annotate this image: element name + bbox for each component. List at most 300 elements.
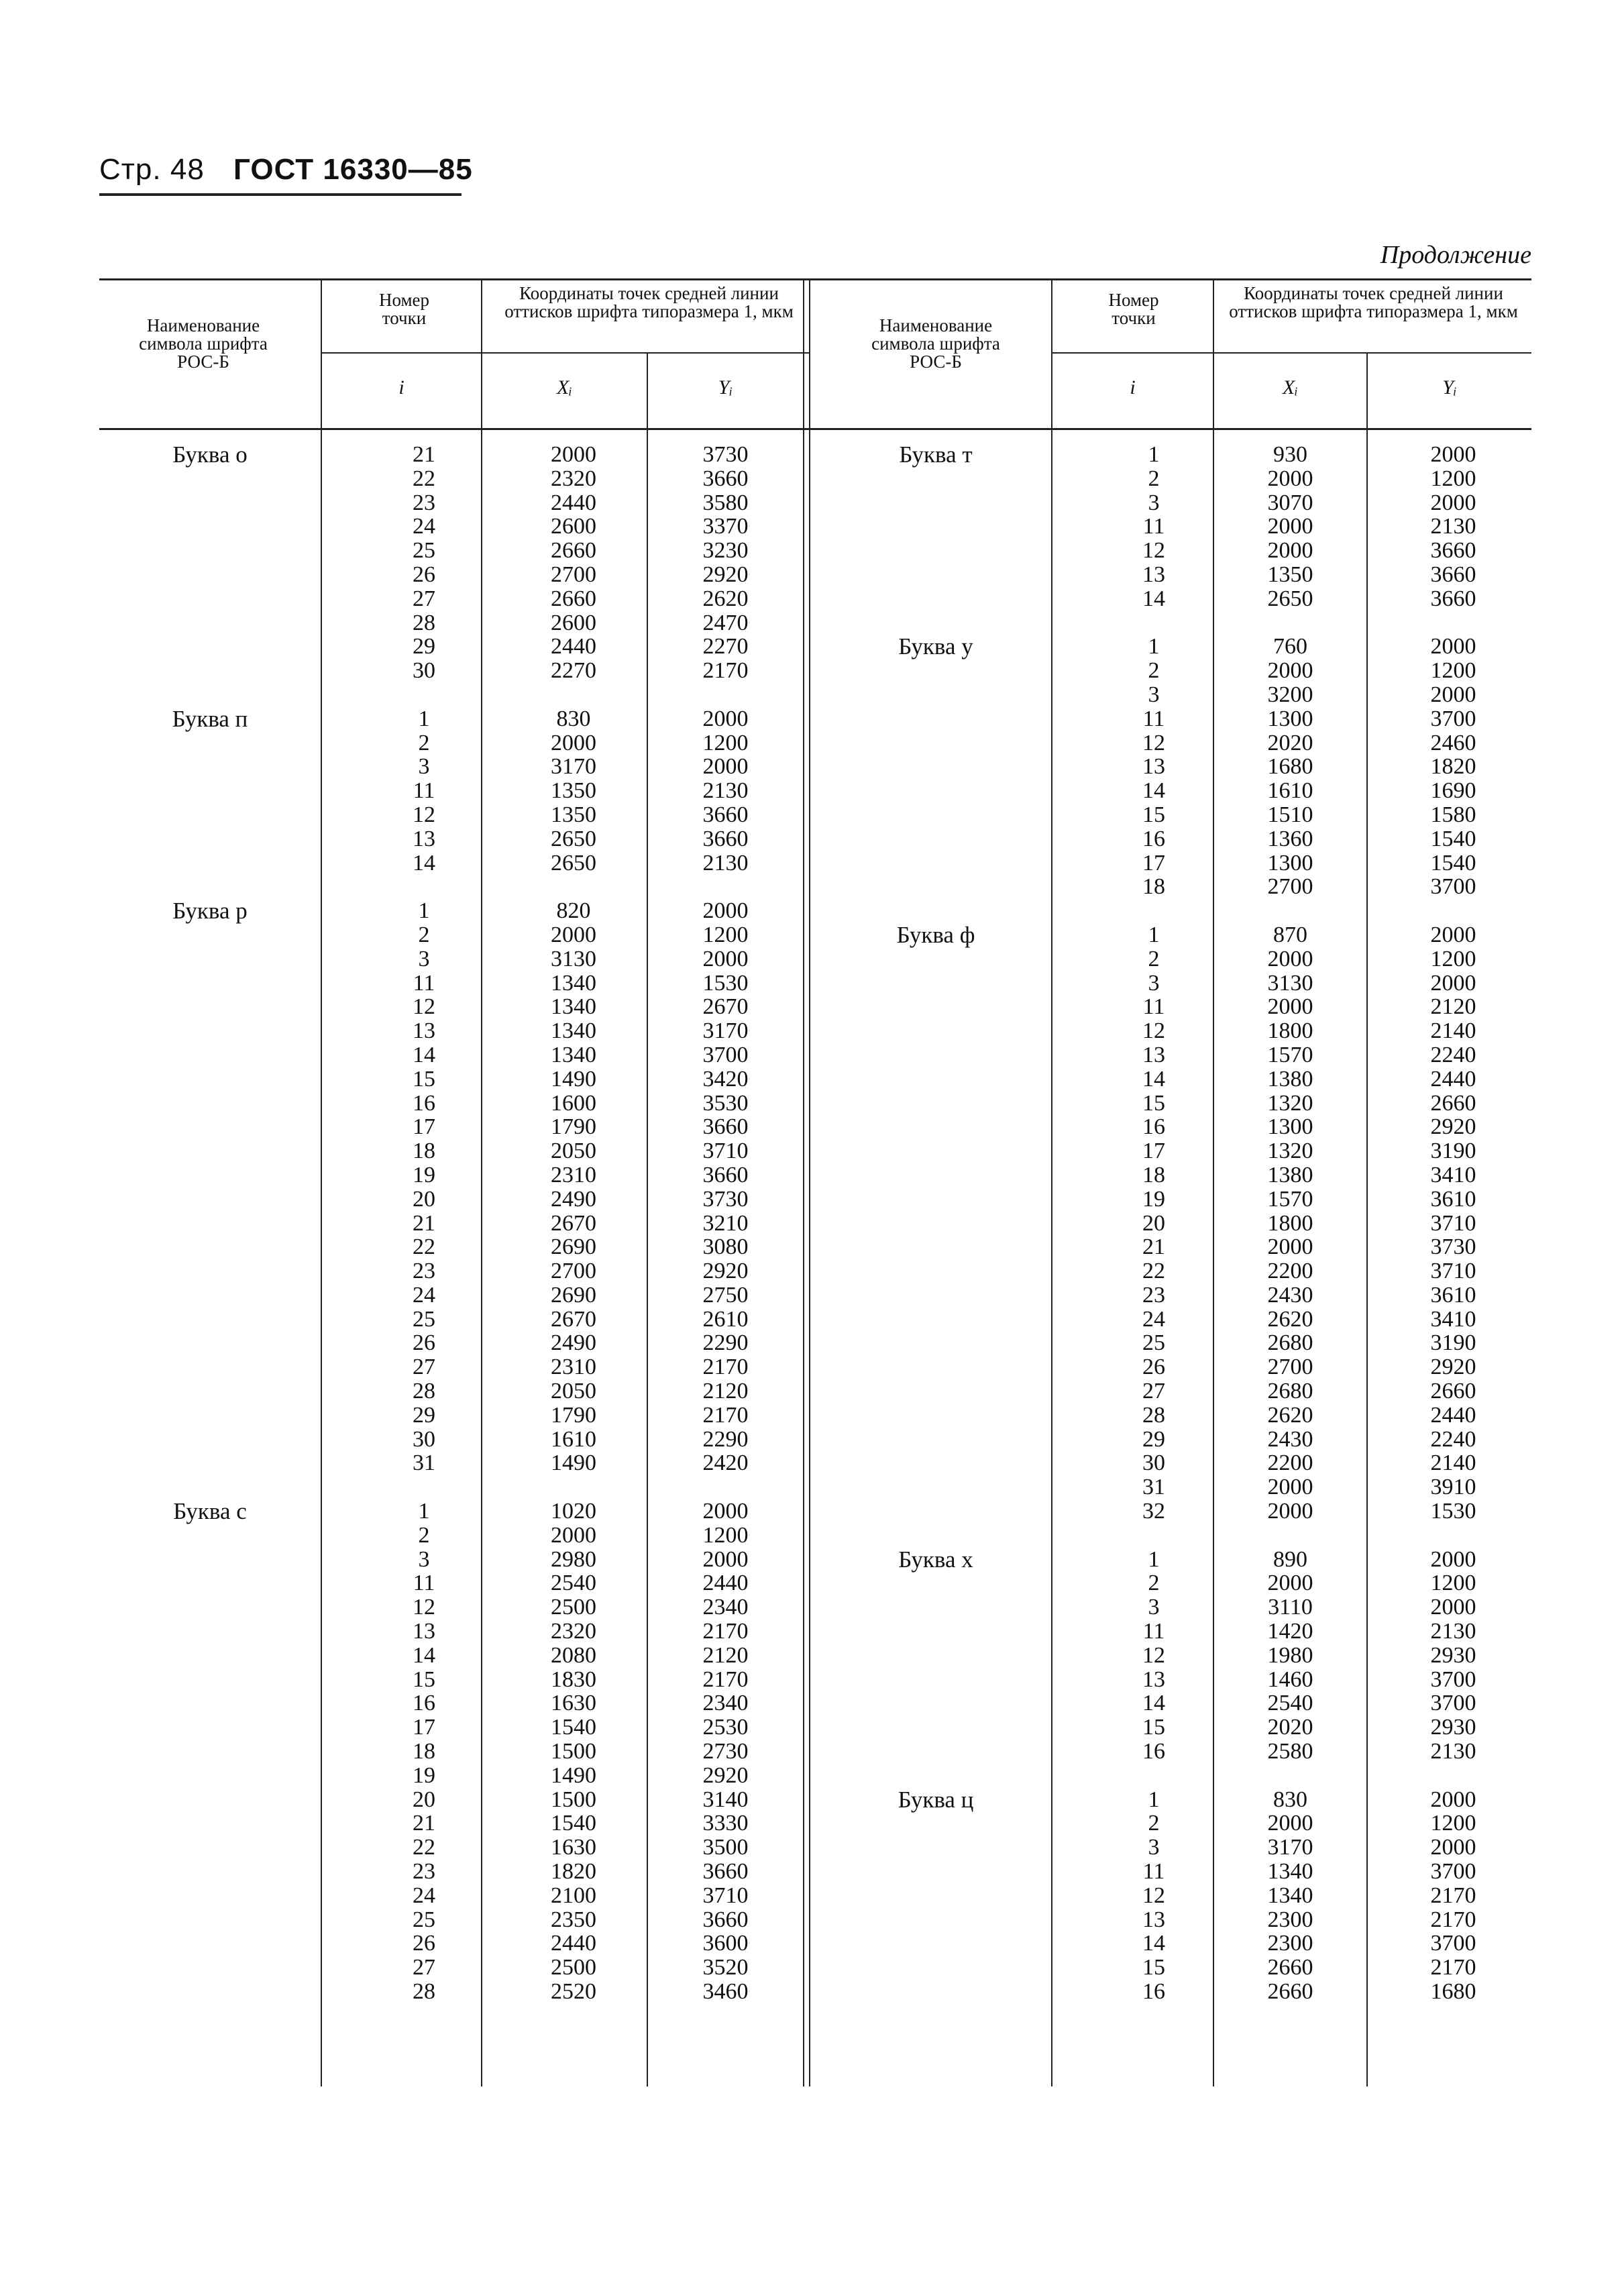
x-value-cell: 2650 xyxy=(1267,586,1313,611)
y-value-cell: 2000 xyxy=(702,1499,749,1524)
point-number-cell xyxy=(350,683,498,707)
y-value-cell: 2000 xyxy=(1430,634,1476,659)
x-value-cell: 2000 xyxy=(1267,1811,1313,1836)
x-value-cell: 930 xyxy=(1273,442,1307,467)
symbol-name: Буква т xyxy=(899,441,973,468)
y-value-cell: 3660 xyxy=(1430,586,1476,611)
y-value-cell: 2170 xyxy=(1430,1907,1476,1932)
point-number-cell: 17 xyxy=(1142,850,1165,876)
x-value-cell: 1490 xyxy=(551,1066,596,1092)
point-number-cell: 28 xyxy=(413,1379,435,1404)
x-value-cell: 1340 xyxy=(551,994,596,1020)
point-number-cell: 30 xyxy=(413,1426,435,1452)
point-number-cell: 1 xyxy=(1148,922,1160,947)
point-number-cell: 1 xyxy=(1148,1546,1160,1572)
x-value-cell: 2000 xyxy=(551,922,596,947)
point-number-cell: 18 xyxy=(1142,1162,1165,1187)
y-value-cell: 2270 xyxy=(702,634,749,659)
x-value-cell: 2430 xyxy=(1267,1426,1313,1452)
point-number-cell: 22 xyxy=(413,466,435,491)
header-i-right: i xyxy=(1130,376,1136,399)
x-value-cell: 830 xyxy=(1273,1787,1307,1812)
x-value-cell: 2000 xyxy=(1267,994,1313,1020)
y-value-cell: 1690 xyxy=(1430,778,1476,804)
y-value-cell: 3660 xyxy=(702,466,749,491)
y-value-cell: 2000 xyxy=(1430,1546,1476,1572)
point-number-cell: 16 xyxy=(1142,1114,1165,1140)
y-column-right xyxy=(1375,443,1531,2004)
x-value-cell: 2600 xyxy=(551,610,596,635)
y-value-cell: 2170 xyxy=(702,658,749,684)
x-value-cell: 2670 xyxy=(551,1210,596,1236)
y-value-cell: 3410 xyxy=(1430,1162,1476,1187)
x-value-cell: 2320 xyxy=(551,1619,596,1644)
x-value-cell: 1610 xyxy=(1267,778,1313,804)
point-number-cell: 12 xyxy=(1142,1018,1165,1044)
point-number-cell: 11 xyxy=(413,970,435,996)
y-value-cell: 2530 xyxy=(702,1715,749,1740)
header-rule xyxy=(99,193,462,196)
x-value-cell: 2000 xyxy=(1267,1234,1313,1260)
x-value-cell: 3110 xyxy=(1268,1595,1313,1620)
x-value-cell xyxy=(490,1475,657,1499)
x-value-cell: 2660 xyxy=(1267,1979,1313,2004)
y-value-cell: 3660 xyxy=(702,1162,749,1187)
vline-6 xyxy=(1051,278,1052,2086)
x-value-cell: 1830 xyxy=(551,1666,596,1692)
symbol-name: Буква ф xyxy=(896,922,975,948)
x-value-cell: 1460 xyxy=(1267,1666,1313,1692)
y-value-cell: 1200 xyxy=(1430,1811,1476,1836)
y-value-cell: 1580 xyxy=(1430,802,1476,827)
y-value-cell: 2170 xyxy=(702,1355,749,1380)
point-number-cell xyxy=(1080,611,1228,635)
y-value-cell: 2750 xyxy=(702,1282,749,1308)
point-number-cell: 14 xyxy=(1142,1691,1165,1716)
y-value-cell: 3660 xyxy=(1430,562,1476,587)
x-value-cell xyxy=(1214,899,1366,923)
header-x-right: Xᵢ xyxy=(1282,376,1299,399)
point-number-cell: 12 xyxy=(1142,1883,1165,1908)
x-value-cell: 1540 xyxy=(551,1715,596,1740)
x-value-cell: 2660 xyxy=(551,586,596,611)
header-point-left: Номер точки xyxy=(378,290,430,328)
vline-5 xyxy=(809,278,810,2086)
x-value-cell: 2200 xyxy=(1267,1259,1313,1284)
y-value-cell: 2920 xyxy=(702,1762,749,1788)
point-number-cell: 2 xyxy=(1148,946,1160,971)
x-value-cell: 2700 xyxy=(551,1259,596,1284)
point-number-cell: 29 xyxy=(1142,1426,1165,1452)
point-number-cell: 24 xyxy=(1142,1306,1165,1332)
point-number-cell: 12 xyxy=(1142,1642,1165,1668)
x-value-cell: 1380 xyxy=(1267,1066,1313,1092)
point-number-cell: 2 xyxy=(1148,658,1160,684)
y-value-cell: 2120 xyxy=(1430,994,1476,1020)
y-value-cell: 2170 xyxy=(1430,1955,1476,1980)
point-number-cell: 11 xyxy=(1142,1859,1165,1885)
point-number-cell: 16 xyxy=(1142,826,1165,851)
x-value-cell: 2700 xyxy=(1267,1355,1313,1380)
y-value-cell: 2130 xyxy=(1430,514,1476,539)
point-number-cell: 25 xyxy=(413,1306,435,1332)
y-value-cell: 3700 xyxy=(702,1042,749,1067)
x-value-cell: 2270 xyxy=(551,658,596,684)
y-value-cell: 2930 xyxy=(1430,1715,1476,1740)
x-value-cell: 1020 xyxy=(551,1499,596,1524)
x-value-cell: 2050 xyxy=(551,1138,596,1164)
x-value-cell: 2680 xyxy=(1267,1330,1313,1356)
x-value-cell: 1350 xyxy=(1267,562,1313,587)
x-value-cell xyxy=(490,683,657,707)
point-number-cell: 31 xyxy=(1142,1475,1165,1500)
header-x-left: Xᵢ xyxy=(556,376,573,399)
point-number-cell: 14 xyxy=(413,1042,435,1067)
x-value-cell: 1320 xyxy=(1267,1138,1313,1164)
y-value-cell: 3700 xyxy=(1430,706,1476,731)
point-number-cell xyxy=(1080,1524,1228,1548)
point-number-cell: 29 xyxy=(413,634,435,659)
x-value-cell: 2100 xyxy=(551,1883,596,1908)
x-value-cell: 2650 xyxy=(551,850,596,876)
point-number-cell: 15 xyxy=(1142,1715,1165,1740)
point-number-cell: 11 xyxy=(1142,514,1165,539)
x-value-cell: 2310 xyxy=(551,1355,596,1380)
point-number-cell: 20 xyxy=(413,1787,435,1812)
page-number: Стр. 48 xyxy=(99,153,205,186)
continuation-label: Продолжение xyxy=(1380,241,1531,269)
point-number-cell: 11 xyxy=(1142,994,1165,1020)
x-value-cell: 2690 xyxy=(551,1234,596,1260)
coords-subrule-right xyxy=(1214,352,1531,354)
y-value-cell: 3660 xyxy=(702,1114,749,1140)
header-point-right: Номер точки xyxy=(1108,290,1159,328)
y-value-cell: 1530 xyxy=(1430,1499,1476,1524)
x-value-cell: 2580 xyxy=(1267,1739,1313,1764)
x-value-cell: 2490 xyxy=(551,1186,596,1212)
point-number-cell: 1 xyxy=(418,706,430,731)
x-value-cell: 2490 xyxy=(551,1330,596,1356)
point-number-cell: 32 xyxy=(1142,1499,1165,1524)
point-number-cell: 15 xyxy=(1142,1090,1165,1116)
x-value-cell: 2650 xyxy=(551,826,596,851)
x-value-cell: 2680 xyxy=(1267,1379,1313,1404)
x-value-cell: 2440 xyxy=(551,634,596,659)
y-value-cell: 2420 xyxy=(702,1450,749,1476)
x-value-cell: 1500 xyxy=(551,1787,596,1812)
table-top-rule xyxy=(99,278,1531,280)
point-number-cell: 2 xyxy=(1148,466,1160,491)
point-number-cell: 15 xyxy=(413,1666,435,1692)
point-number-cell: 23 xyxy=(413,1259,435,1284)
y-value-cell: 3710 xyxy=(702,1138,749,1164)
y-value-cell: 2140 xyxy=(1430,1450,1476,1476)
y-value-cell: 2240 xyxy=(1430,1426,1476,1452)
point-number-cell: 2 xyxy=(418,1522,430,1548)
y-value-cell: 3700 xyxy=(1430,1691,1476,1716)
point-number-cell: 30 xyxy=(1142,1450,1165,1476)
point-number-cell: 2 xyxy=(418,730,430,755)
y-value-cell: 2290 xyxy=(702,1426,749,1452)
symbol-name: Буква ц xyxy=(898,1786,974,1813)
y-value-cell xyxy=(648,683,803,707)
y-value-cell: 2000 xyxy=(702,946,749,971)
point-number-cell: 20 xyxy=(413,1186,435,1212)
point-number-cell: 11 xyxy=(1142,706,1165,731)
y-value-cell: 3410 xyxy=(1430,1306,1476,1332)
page-header xyxy=(99,153,473,187)
y-value-cell: 3660 xyxy=(702,1907,749,1932)
x-value-cell: 1790 xyxy=(551,1114,596,1140)
x-value-cell: 2080 xyxy=(551,1642,596,1668)
y-value-cell: 2920 xyxy=(1430,1114,1476,1140)
point-number-cell: 25 xyxy=(1142,1330,1165,1356)
y-column-left xyxy=(648,443,803,2004)
x-value-cell: 2520 xyxy=(551,1979,596,2004)
point-number-cell xyxy=(1080,899,1228,923)
y-value-cell: 2000 xyxy=(1430,1595,1476,1620)
y-value-cell xyxy=(1375,611,1531,635)
header-coords-left: Координаты точек средней линии оттисков шрифта типоразмера 1, мкм xyxy=(504,283,794,321)
x-value-cell: 1610 xyxy=(551,1426,596,1452)
y-value-cell: 3210 xyxy=(702,1210,749,1236)
symbol-name: Буква с xyxy=(173,1498,247,1525)
x-value-cell: 1800 xyxy=(1267,1210,1313,1236)
y-value-cell: 1200 xyxy=(702,730,749,755)
point-number-cell: 14 xyxy=(1142,1066,1165,1092)
y-value-cell: 3370 xyxy=(702,514,749,539)
x-value-cell: 1350 xyxy=(551,802,596,827)
vline-8 xyxy=(1366,352,1368,2086)
point-number-cell xyxy=(350,1475,498,1499)
y-value-cell: 1200 xyxy=(702,922,749,947)
x-value-cell: 2000 xyxy=(551,1522,596,1548)
y-value-cell: 3710 xyxy=(1430,1259,1476,1284)
x-value-cell: 2310 xyxy=(551,1162,596,1187)
point-number-cell: 18 xyxy=(1142,874,1165,900)
y-value-cell: 3700 xyxy=(1430,1666,1476,1692)
x-value-cell: 1360 xyxy=(1267,826,1313,851)
point-number-cell: 19 xyxy=(413,1762,435,1788)
y-value-cell: 2620 xyxy=(702,586,749,611)
x-value-cell: 1490 xyxy=(551,1450,596,1476)
symbol-name: Буква о xyxy=(172,441,248,468)
point-number-cell: 2 xyxy=(418,922,430,947)
y-value-cell: 2920 xyxy=(1430,1355,1476,1380)
y-value-cell: 2130 xyxy=(702,778,749,804)
y-value-cell: 3660 xyxy=(702,802,749,827)
symbol-name: Буква х xyxy=(898,1546,973,1573)
x-value-cell: 2050 xyxy=(551,1379,596,1404)
x-value-cell: 2000 xyxy=(1267,466,1313,491)
x-value-cell: 1340 xyxy=(1267,1883,1313,1908)
y-value-cell: 2000 xyxy=(1430,490,1476,515)
point-number-cell: 22 xyxy=(1142,1259,1165,1284)
x-value-cell: 2440 xyxy=(551,1931,596,1956)
point-number-cell: 12 xyxy=(413,1595,435,1620)
y-value-cell: 3600 xyxy=(702,1931,749,1956)
symbol-name: Буква р xyxy=(172,898,248,924)
x-value-cell xyxy=(490,875,657,899)
x-value-cell: 2540 xyxy=(1267,1691,1313,1716)
point-number-cell: 24 xyxy=(413,1883,435,1908)
x-value-cell: 2660 xyxy=(1267,1955,1313,1980)
point-number-cell: 24 xyxy=(413,1282,435,1308)
point-number-cell: 19 xyxy=(413,1162,435,1187)
x-value-cell: 2700 xyxy=(1267,874,1313,900)
x-value-cell: 2000 xyxy=(1267,1499,1313,1524)
x-value-cell xyxy=(1214,1524,1366,1548)
point-number-cell: 31 xyxy=(413,1450,435,1476)
y-value-cell: 3580 xyxy=(702,490,749,515)
y-value-cell: 2240 xyxy=(1430,1042,1476,1067)
point-number-cell: 13 xyxy=(1142,562,1165,587)
point-number-cell: 15 xyxy=(1142,802,1165,827)
point-number-cell: 13 xyxy=(413,1018,435,1044)
point-number-cell: 11 xyxy=(413,1571,435,1596)
y-value-cell xyxy=(1375,1524,1531,1548)
x-value-cell: 1420 xyxy=(1267,1619,1313,1644)
vline-1 xyxy=(321,278,322,2086)
x-value-cell: 2670 xyxy=(551,1306,596,1332)
point-number-cell: 2 xyxy=(1148,1811,1160,1836)
x-value-cell xyxy=(1214,1764,1366,1788)
x-value-cell: 1980 xyxy=(1267,1642,1313,1668)
x-value-cell: 2020 xyxy=(1267,730,1313,755)
x-value-cell: 1340 xyxy=(1267,1859,1313,1885)
x-value-cell: 1350 xyxy=(551,778,596,804)
x-value-cell: 2300 xyxy=(1267,1907,1313,1932)
x-value-cell: 2000 xyxy=(551,442,596,467)
point-number-cell: 27 xyxy=(1142,1379,1165,1404)
y-value-cell: 2000 xyxy=(1430,970,1476,996)
point-number-cell: 23 xyxy=(413,1859,435,1885)
point-number-cell: 21 xyxy=(413,1811,435,1836)
x-value-cell: 2600 xyxy=(551,514,596,539)
x-value-cell: 830 xyxy=(556,706,591,731)
x-value-cell: 3130 xyxy=(1267,970,1313,996)
point-number-cell: 1 xyxy=(418,898,430,924)
x-value-cell: 2000 xyxy=(1267,1571,1313,1596)
y-value-cell: 3170 xyxy=(702,1018,749,1044)
y-value-cell: 2440 xyxy=(702,1571,749,1596)
point-number-cell xyxy=(350,875,498,899)
x-value-cell: 2320 xyxy=(551,466,596,491)
point-number-cell: 13 xyxy=(1142,1907,1165,1932)
y-value-cell: 2460 xyxy=(1430,730,1476,755)
x-value-cell: 3170 xyxy=(1267,1835,1313,1860)
y-value-cell: 3660 xyxy=(702,826,749,851)
y-value-cell: 2290 xyxy=(702,1330,749,1356)
point-column-right xyxy=(1080,443,1228,2004)
point-number-cell xyxy=(1080,1764,1228,1788)
y-value-cell: 1820 xyxy=(1430,754,1476,780)
x-value-cell: 2200 xyxy=(1267,1450,1313,1476)
x-value-cell: 1340 xyxy=(551,1018,596,1044)
point-number-cell: 17 xyxy=(413,1715,435,1740)
y-value-cell: 1200 xyxy=(1430,466,1476,491)
point-subrule-right xyxy=(1051,352,1214,354)
y-value-cell: 2470 xyxy=(702,610,749,635)
y-value-cell: 3230 xyxy=(702,538,749,564)
x-value-cell: 1570 xyxy=(1267,1042,1313,1067)
y-value-cell: 2170 xyxy=(702,1619,749,1644)
x-value-cell: 2700 xyxy=(551,562,596,587)
y-value-cell: 3610 xyxy=(1430,1186,1476,1212)
y-value-cell xyxy=(648,875,803,899)
x-value-cell: 2000 xyxy=(1267,658,1313,684)
point-number-cell: 26 xyxy=(1142,1355,1165,1380)
point-number-cell: 17 xyxy=(1142,1138,1165,1164)
y-value-cell: 2130 xyxy=(1430,1619,1476,1644)
y-value-cell: 1540 xyxy=(1430,826,1476,851)
y-value-cell: 2000 xyxy=(1430,922,1476,947)
point-number-cell: 28 xyxy=(413,610,435,635)
symbol-name: Буква п xyxy=(172,705,248,732)
point-number-cell: 28 xyxy=(413,1979,435,2004)
header-y-left: Yᵢ xyxy=(718,376,733,399)
y-value-cell: 3190 xyxy=(1430,1138,1476,1164)
y-value-cell: 2920 xyxy=(702,1259,749,1284)
y-value-cell: 2170 xyxy=(702,1402,749,1428)
point-number-cell: 1 xyxy=(418,1499,430,1524)
y-value-cell xyxy=(1375,1764,1531,1788)
x-value-cell: 2000 xyxy=(1267,514,1313,539)
header-i-left: i xyxy=(398,376,404,399)
y-value-cell: 3660 xyxy=(1430,538,1476,564)
x-value-cell: 1680 xyxy=(1267,754,1313,780)
y-value-cell: 2610 xyxy=(702,1306,749,1332)
y-value-cell: 2660 xyxy=(1430,1090,1476,1116)
point-number-cell: 3 xyxy=(1148,1835,1160,1860)
x-value-cell: 1570 xyxy=(1267,1186,1313,1212)
x-value-cell: 2000 xyxy=(1267,946,1313,971)
y-value-cell: 3700 xyxy=(1430,1931,1476,1956)
y-value-cell: 1200 xyxy=(1430,658,1476,684)
x-value-cell: 1630 xyxy=(551,1691,596,1716)
x-value-cell: 1600 xyxy=(551,1090,596,1116)
x-value-cell: 2300 xyxy=(1267,1931,1313,1956)
point-number-cell: 27 xyxy=(413,586,435,611)
y-value-cell xyxy=(1375,899,1531,923)
y-value-cell: 2130 xyxy=(702,850,749,876)
x-value-cell: 2660 xyxy=(551,538,596,564)
x-value-cell: 1540 xyxy=(551,1811,596,1836)
point-number-cell: 14 xyxy=(1142,778,1165,804)
point-number-cell: 18 xyxy=(413,1138,435,1164)
y-value-cell: 3700 xyxy=(1430,1859,1476,1885)
y-value-cell: 2000 xyxy=(702,706,749,731)
y-value-cell: 2000 xyxy=(1430,682,1476,707)
point-number-cell: 16 xyxy=(1142,1739,1165,1764)
coords-subrule-left xyxy=(488,352,810,354)
x-value-cell: 2430 xyxy=(1267,1282,1313,1308)
header-name-right: Наименование символа шрифта РОС-Б xyxy=(871,315,1000,372)
point-number-cell: 30 xyxy=(413,658,435,684)
x-value-cell: 3130 xyxy=(551,946,596,971)
point-number-cell: 19 xyxy=(1142,1186,1165,1212)
y-value-cell: 2140 xyxy=(1430,1018,1476,1044)
point-number-cell: 27 xyxy=(413,1955,435,1980)
point-number-cell: 21 xyxy=(413,1210,435,1236)
y-value-cell: 2730 xyxy=(702,1739,749,1764)
y-value-cell: 2000 xyxy=(1430,1835,1476,1860)
point-number-cell: 21 xyxy=(413,442,435,467)
x-value-cell: 2000 xyxy=(551,730,596,755)
x-value-cell: 1380 xyxy=(1267,1162,1313,1187)
y-value-cell: 2000 xyxy=(702,1546,749,1572)
y-value-cell: 2170 xyxy=(1430,1883,1476,1908)
